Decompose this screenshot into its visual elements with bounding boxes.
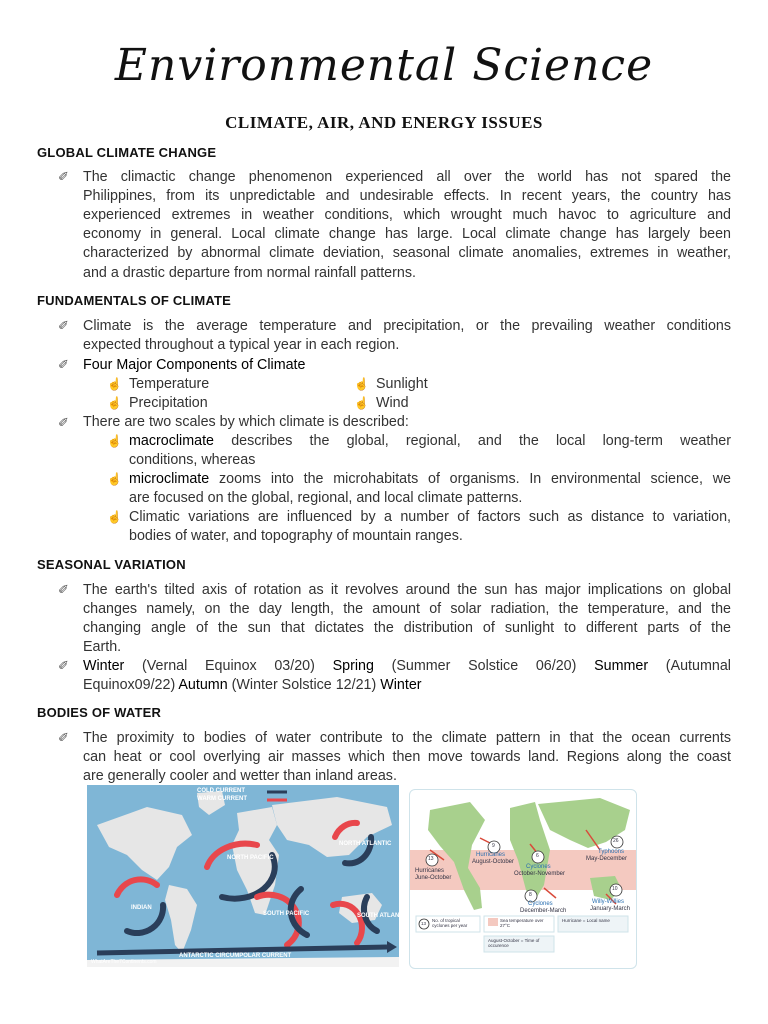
season-autumnal-a: (Autumnal [648,658,731,674]
legend-temp-label: Sea temperature over 27°C [500,918,544,928]
microclimate-line-2: are focused on the global, regional, and local climate patterns. [129,490,523,506]
seasons-line-2 [83,676,422,695]
heading-global-climate-change: GLOBAL CLIMATE CHANGE [37,145,217,160]
legend-temp-swatch [488,918,498,926]
variation-line-1: Climatic variations are influenced by a number of factors such as distance to variation, [129,509,731,525]
legend-count-example: 13 [421,921,427,926]
seasonal-line-2: changes namely, on the day length, the amount of solar radiation, the temperature, and the [83,601,731,617]
hand-icon: ☝ [354,377,369,391]
legend-warm-label: WARM CURRENT [197,796,247,802]
antarctic-current-arrowhead [387,941,397,953]
hand-icon: ☝ [107,472,122,486]
components-title: Four Major Components of Climate [83,357,306,373]
seasonal-line-4: Earth. [83,639,122,655]
region-time-5: December-March [520,908,567,914]
region-name-2: Hurricanes [476,852,506,858]
label-antarctic-circumpolar: ANTARCTIC CIRCUMPOLAR CURRENT [179,953,292,959]
region-count-2: 9 [492,843,495,849]
water-line-2: can heat or cool overlying air masses which then move towards land. Regions along the coast [83,749,731,765]
fundamentals-line-2: expected throughout a typical year in each region. [83,337,400,353]
global-line-1: The climactic change phenomenon experienced all over the world has not spared the [83,169,731,185]
region-count-1: 13 [428,856,434,862]
season-autumnal-b: Equinox09/22) [83,677,179,693]
hand-icon: ☝ [107,510,122,524]
season-spring: Spring [332,658,374,674]
scales-intro: There are two scales by which climate is described: [83,414,409,430]
region-time-1: June-October [415,875,452,881]
region-count-3: 6 [536,853,539,859]
component-sunlight: Sunlight [376,376,428,392]
legend-time-label: August-October = Time of occurence [488,938,540,948]
macroclimate-term: macroclimate [129,433,215,449]
heading-seasonal-variation: SEASONAL VARIATION [37,557,186,572]
hand-icon: ☝ [107,434,122,448]
season-summer-solstice: (Summer Solstice 06/20) [373,658,595,674]
region-name-4: Typhoons [598,849,625,855]
bullet-icon: ✐ [58,582,69,597]
gyres-svg [87,785,399,967]
region-time-3: October-November [514,871,566,877]
component-precipitation: Precipitation [129,395,208,411]
legend-count-label: No. of tropical cyclones per year [432,918,468,928]
global-line-5: characterized by abnormal climate deviation, seasonal climate anomalies, extremes in weather, [83,245,731,261]
region-name-1: Hurricanes [415,868,445,874]
water-line-1: The proximity to bodies of water contribute to the climate pattern in that the ocean currents [83,730,731,746]
global-line-2: Philippines, from its unpredictable and undesirable effects. In recent years, the country has [83,188,731,204]
variation-line-2: bodies of water, and topography of mountain ranges. [129,528,463,544]
gyre-south-atlantic-warm [333,904,362,943]
label-indian: INDIAN [131,905,152,911]
heading-fundamentals-of-climate: FUNDAMENTALS OF CLIMATE [37,293,232,308]
microclimate-term: microclimate [129,471,210,487]
global-line-3: experienced extremes in weather conditions, which wrought much havoc to agriculture and [83,207,731,223]
region-time-4: May-December [586,856,628,862]
region-count-6: 10 [612,886,618,892]
region-time-2: August-October [472,859,515,865]
bullet-icon: ✐ [58,658,69,673]
season-vernal-equinox: (Vernal Equinox 03/20) [124,658,333,674]
region-count-4: 26 [613,838,619,844]
season-autumn: Autumn [178,677,228,693]
tropical-cyclones-map [409,789,637,969]
label-north-pacific: NORTH PACIFIC [227,855,274,861]
seasonal-line-1: The earth's tilted axis of rotation as it revolves around the sun has major implications on global [83,582,731,598]
water-line-3: are generally cooler and wetter than inland areas. [83,768,397,784]
macroclimate-text: describes the global, regional, and the local long-term weather [214,433,731,449]
season-winter: Winter [83,658,125,674]
season-winter-solstice: (Winter Solstice 12/21) [227,677,381,693]
region-name-5: Cyclones [528,901,553,907]
page-title: Environmental Science [114,40,654,91]
global-line-4: economy in general. Local climate change has large. Local climate change has largely been [83,226,731,242]
seasonal-line-3: changing angle of the sun that dictates the distribution of sunlight to different parts of the [83,620,731,636]
legend-name-label: Hurricane = Local name [562,918,610,923]
ocean-currents-map [87,785,409,967]
hand-icon: ☝ [107,377,122,391]
seasons-line-1 [83,657,731,676]
region-count-5: 8 [529,892,532,898]
bullet-icon: ✐ [58,318,69,333]
season-summer: Summer [594,658,649,674]
gyre-indian-warm [117,879,157,895]
region-time-6: January-March [590,906,631,912]
label-south-pacific: SOUTH PACIFIC [263,911,310,917]
bullet-icon: ✐ [58,415,69,430]
hand-icon: ☝ [354,396,369,410]
bullet-icon: ✐ [58,730,69,745]
bullet-icon: ✐ [58,169,69,184]
heading-bodies-of-water: BODIES OF WATER [37,705,162,720]
fundamentals-line-1: Climate is the average temperature and precipitation, or the prevailing weather conditions [83,318,731,334]
page-subtitle: CLIMATE, AIR, AND ENERGY ISSUES [225,113,543,132]
region-name-3: Cyclones [526,864,551,870]
bullet-icon: ✐ [58,357,69,372]
hand-icon: ☝ [107,396,122,410]
component-temperature: Temperature [129,376,210,392]
legend-cold-label: COLD CURRENT [197,788,245,794]
label-south-atlantic: SOUTH ATLANTIC [357,913,409,919]
microclimate-text: zooms into the microhabitats of organisms. In environmental science, we [209,471,731,487]
macroclimate-line-2: conditions, whereas [129,452,256,468]
macroclimate-line [129,432,731,451]
gyre-north-atlantic-warm [335,823,357,837]
map-credit: WhatAreThe7Continents.com [91,959,157,965]
region-name-6: Willy-Willies [592,899,624,905]
global-line-6: and a drastic departure from normal rainfall patterns. [83,265,416,281]
label-north-atlantic: NORTH ATLANTIC [339,841,392,847]
microclimate-line [129,470,731,489]
component-wind: Wind [376,395,409,411]
season-winter-2: Winter [380,677,422,693]
